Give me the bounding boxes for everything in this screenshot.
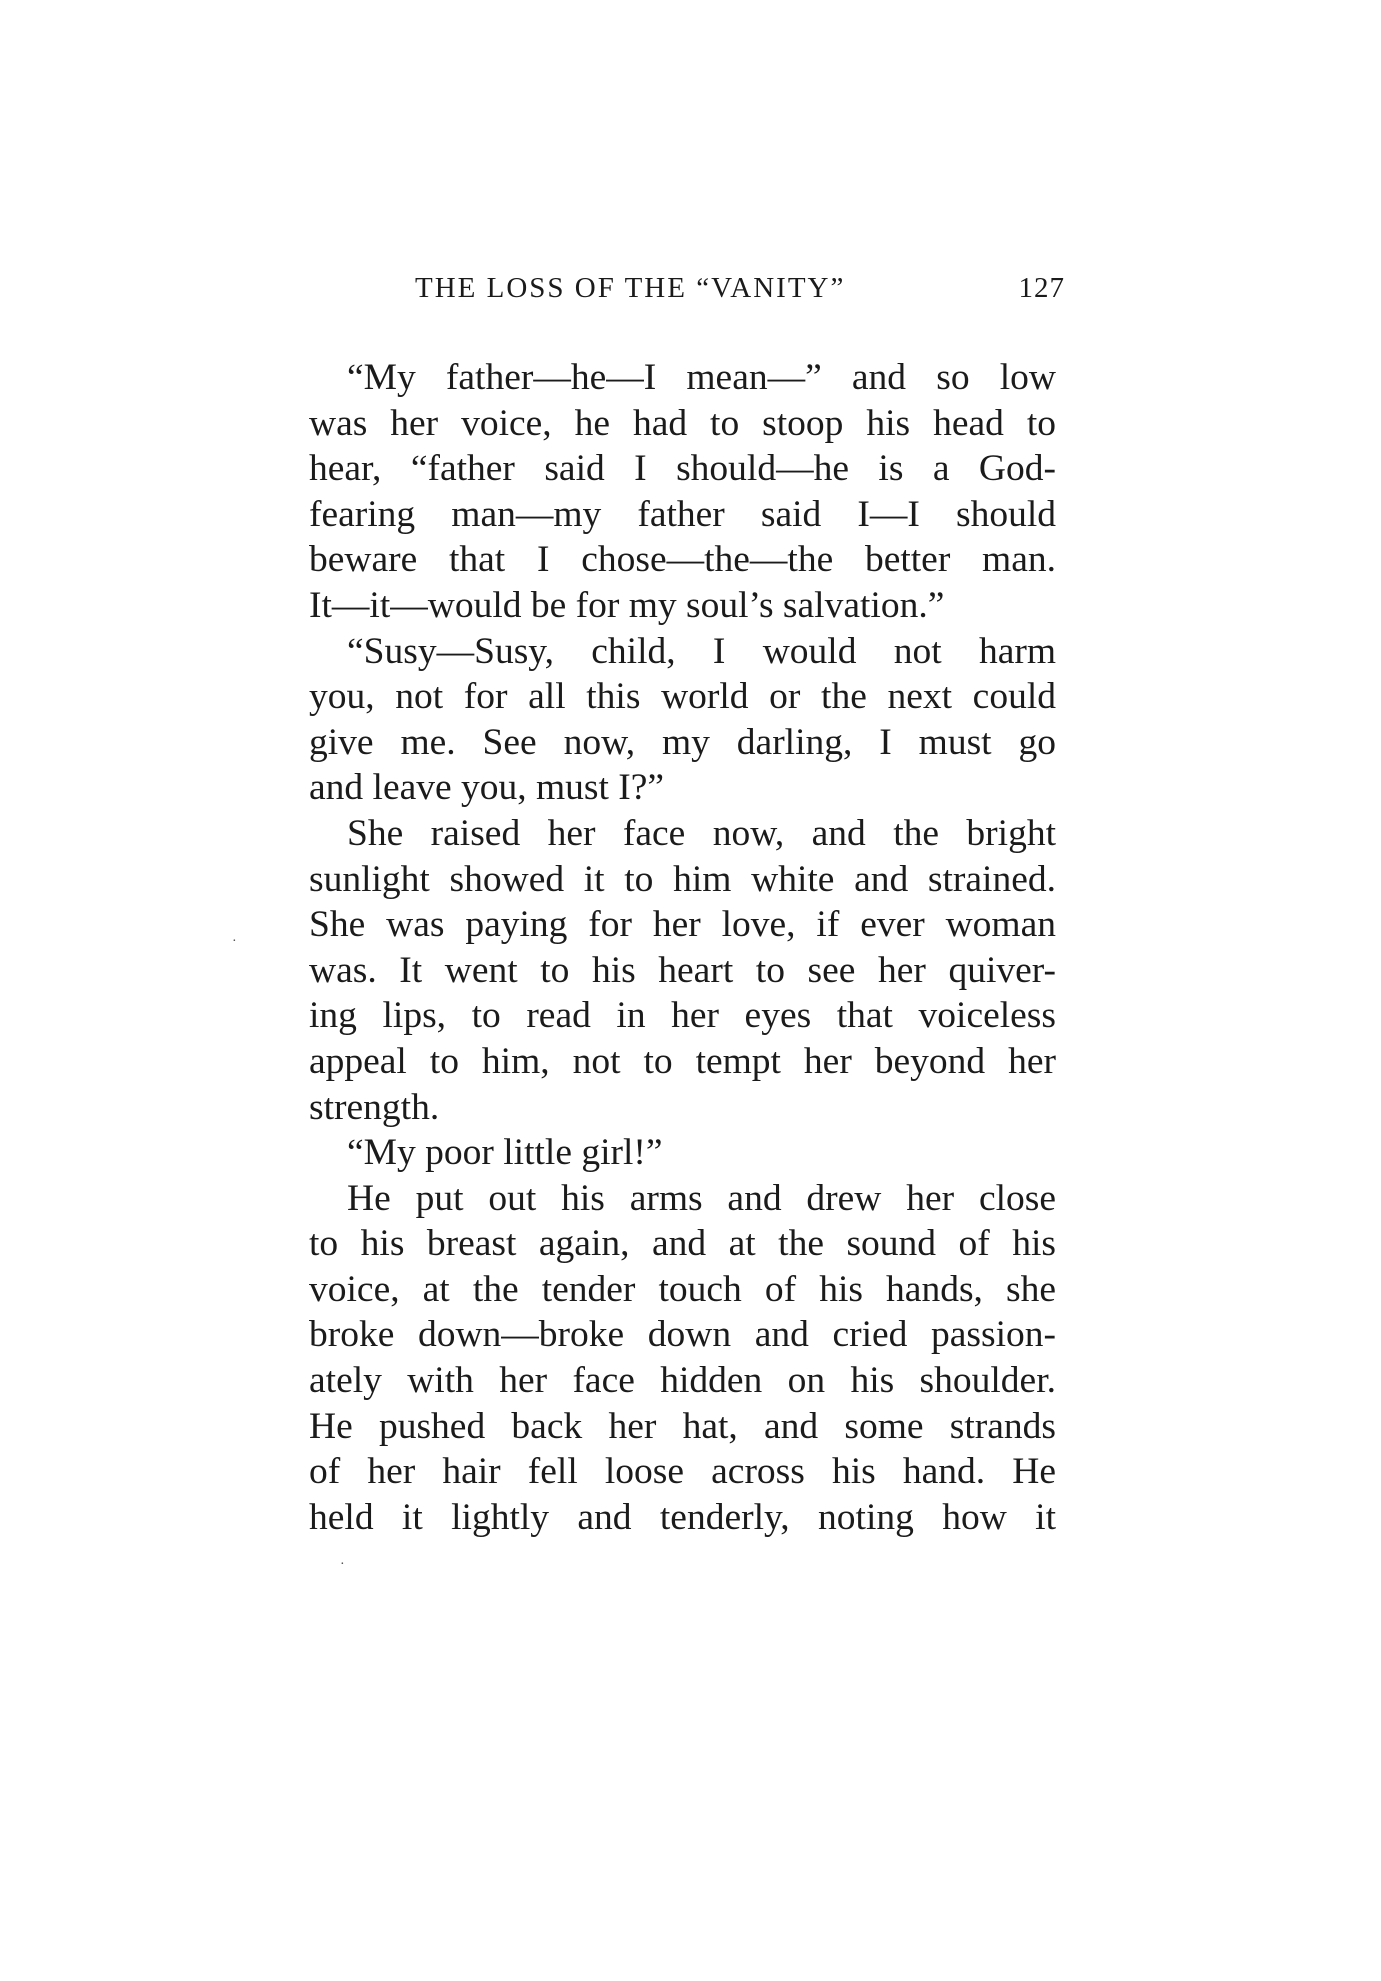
text-line: to his breast again, and at the sound of his	[309, 1223, 1056, 1265]
text-line: you, not for all this world or the next could	[309, 676, 1056, 718]
text-line: “My father—he—I mean—” and so low	[347, 357, 1056, 398]
text-line: sunlight showed it to him white and strained.	[309, 858, 1056, 900]
text-line: give me. See now, my darling, I must go	[309, 721, 1056, 763]
text-line: She was paying for her love, if ever woman	[309, 904, 1056, 946]
scan-speck: ·	[340, 1557, 345, 1572]
text-line: appeal to him, not to tempt her beyond her	[309, 1040, 1056, 1082]
text-line: and leave you, must I?”	[309, 767, 665, 809]
text-line: of her hair fell loose across his hand. He	[309, 1451, 1056, 1493]
text-line: “My poor little girl!”	[347, 1132, 663, 1174]
text-line: was her voice, he had to stoop his head to	[309, 402, 1056, 444]
text-line: beware that I chose—the—the better man.	[309, 539, 1056, 581]
text-line: “Susy—Susy, child, I would not harm	[347, 630, 1056, 672]
text-line: held it lightly and tenderly, noting how it	[309, 1496, 1056, 1538]
scan-speck: ·	[232, 934, 237, 949]
text-line: He pushed back her hat, and some strands	[309, 1405, 1056, 1447]
running-head: THE LOSS OF THE “VANITY”	[415, 272, 846, 304]
text-line: hear, “father said I should—he is a God-	[309, 448, 1056, 490]
text-line: strength.	[309, 1086, 440, 1128]
text-line: He put out his arms and drew her close	[347, 1177, 1056, 1219]
page-number: 127	[1018, 272, 1065, 304]
text-line: ately with her face hidden on his shoulder.	[309, 1360, 1056, 1402]
text-line: fearing man—my father said I—I should	[309, 493, 1056, 535]
text-line: was. It went to his heart to see her quiver-	[309, 949, 1056, 991]
body-text	[309, 355, 1056, 1540]
text-line: broke down—broke down and cried passion-	[309, 1314, 1056, 1356]
text-line: It—it—would be for my soul’s salvation.”	[309, 584, 945, 626]
text-line: ing lips, to read in her eyes that voiceless	[309, 995, 1056, 1037]
text-line: She raised her face now, and the bright	[347, 812, 1056, 854]
text-line: voice, at the tender touch of his hands, she	[309, 1268, 1056, 1310]
page-header	[415, 272, 1065, 312]
